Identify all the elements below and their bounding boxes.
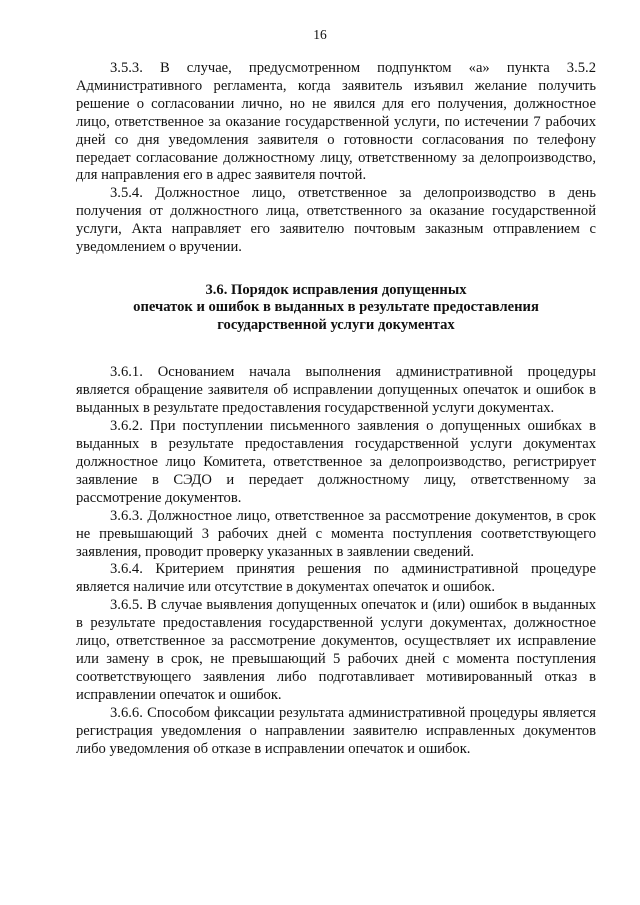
paragraph-3-6-1: 3.6.1. Основанием начала выполнения административной процедуры является обращение заявителя об исправлении допущенных опечаток и ошибок в выданных в результате предоставления государственной услуги документах. [76,364,596,417]
section-heading-line: государственной услуги документах [217,316,455,333]
section-heading-line: опечаток и ошибок в выданных в результате предоставления [133,299,539,316]
paragraph-3-6-3: 3.6.3. Должностное лицо, ответственное за рассмотрение документов, в срок не превышающий 3 рабочих дней с момента поступления соответствующего заявления, проводит проверку указанных в заявлении сведений. [76,507,596,560]
document-body [76,60,596,758]
paragraph-3-6-4: 3.6.4. Критерием принятия решения по административной процедуре является наличие или отсутствие в документах опечаток и ошибок. [76,561,596,596]
paragraph-3-6-5: 3.6.5. В случае выявления допущенных опечаток и (или) ошибок в выданных в результате предоставления государственной услуги документах, должностное лицо, ответственное за рассмотрение документов, осуществляет их исправление или замену в срок, не превышающий 5 рабочих дней с момента поступления соответствующего заявления либо подготавливает мотивированный отказ в исправлении опечаток и ошибок. [76,597,596,703]
paragraph-3-5-3: 3.5.3. В случае, предусмотренном подпунктом «а» пункта 3.5.2 Административного регламента, когда заявитель изъявил желание получить решение о согласовании лично, но не явился для его получения, должностное лицо, ответственное за оказание государственной услуги, по истечении 7 рабочих дней со дня уведомления заявителя о готовности согласования по телефону передает согласование должностному лицу, ответственному за делопроизводство, для направления его в адрес заявителя почтой. [76,60,596,184]
paragraph-3-5-4: 3.5.4. Должностное лицо, ответственное за делопроизводство в день получения от должностного лица, ответственного за оказание государственной услуги, Акта направляет его заявителю почтовым заказным отправлением с уведомлением о вручении. [76,185,596,256]
section-heading-3-6 [76,282,596,335]
paragraph-3-6-6: 3.6.6. Способом фиксации результата административной процедуры является регистрация уведомления о направлении заявителю исправленных документов либо уведомления об отказе в исправлении опечаток и ошибок. [76,704,596,757]
page-number: 16 [313,27,327,42]
paragraph-3-6-2: 3.6.2. При поступлении письменного заявления о допущенных ошибках в выданных в результате предоставления государственной услуги документах должностное лицо Комитета, ответственное за делопроизводство, регистрирует заявление в СЭДО и передает должностному лицу, ответственному за рассмотрение документов. [76,418,596,506]
section-heading-line: 3.6. Порядок исправления допущенных [205,281,467,298]
